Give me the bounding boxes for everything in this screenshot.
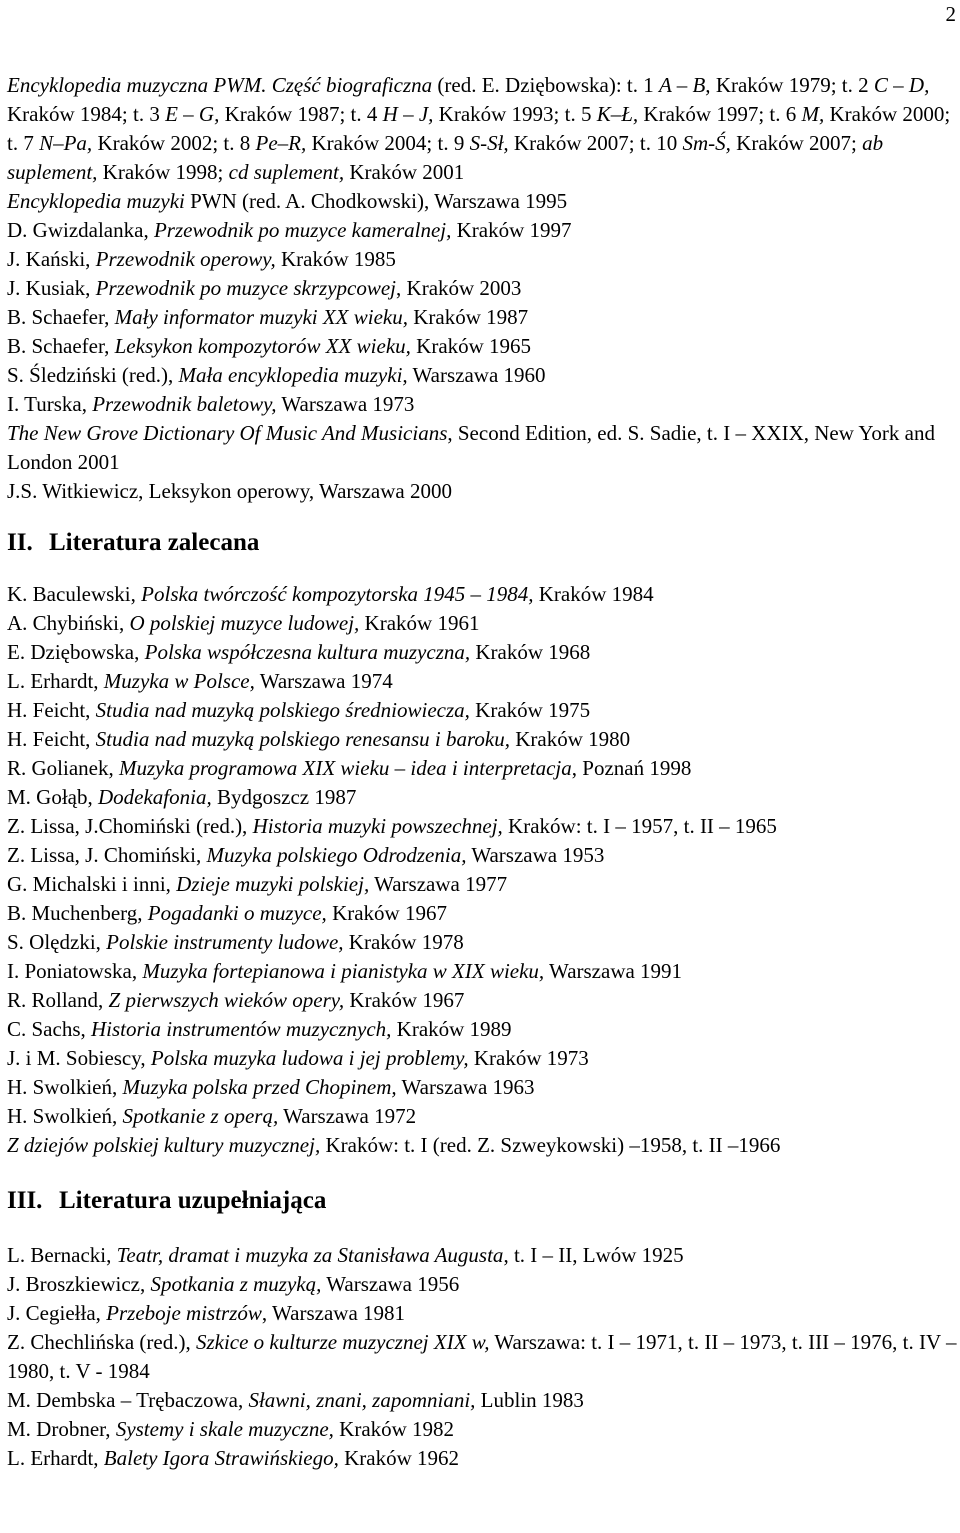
bibliography-entry [7,1102,957,1131]
entry-text: R. Golianek, [7,756,119,780]
entry-text: H. Feicht, [7,698,96,722]
entry-title: Muzyka fortepianowa i pianistyka w XIX wieku, [142,959,545,983]
entry-text: I. Poniatowska, [7,959,143,983]
entry-title: Encyklopedia muzyki [7,189,185,213]
entry-text: Warszawa 1953 [466,843,605,867]
bibliography-entry [7,419,957,477]
entry-text: , t. I – II, Lwów 1925 [503,1243,684,1267]
entry-text: L. Erhardt, [7,1446,104,1470]
entry-text: Kraków 1989 [391,1017,512,1041]
entry-text: Warszawa 1991 [544,959,683,983]
bibliography-entry [7,899,957,928]
entry-title: Przewodnik po muzyce skrzypcowej [95,276,397,300]
bibliography-entry [7,245,957,274]
entry-title: Sławni, znani, zapomniani, [248,1388,476,1412]
entry-text: Warszawa 1974 [254,669,393,693]
bibliography-entry [7,696,957,725]
entry-text: L. Erhardt, [7,669,104,693]
entry-text: L. Bernacki, [7,1243,117,1267]
entry-title: Polska twórczość kompozytorska 1945 – 1984, [141,582,534,606]
entry-title: Spotkania z muzyką, [150,1272,322,1296]
entry-text: Bydgoszcz 1987 [211,785,357,809]
entry-text: J. i M. Sobiescy, [7,1046,151,1070]
bibliography-entry [7,1444,957,1473]
section-1-list [7,71,957,506]
entry-title: Przeboje mistrzów [106,1301,262,1325]
section-2-list [7,580,957,1160]
entry-title: Teatr, dramat i muzyka za Stanisława Augusta [116,1243,504,1267]
entry-text: Kraków 1962 [338,1446,460,1470]
entry-title: Przewodnik po muzyce kameralnej, [153,218,452,242]
entry-text: J. Kański, [7,247,96,271]
entry-text: S. Śledziński (red.), [7,363,179,387]
entry-text: Kraków 1978 [343,930,464,954]
entry-title: Polskie instrumenty ludowe, [106,930,344,954]
bibliography-entry [7,187,957,216]
bibliography-entry [7,638,957,667]
entry-text: M. Gołąb, [7,785,98,809]
bibliography-entry [7,609,957,638]
section-heading-literatura-uzupelniajaca [7,1186,957,1216]
entry-text: Kraków 2000; t. 7 [7,102,951,155]
entry-text: Kraków 1979; t. 2 [710,73,874,97]
entry-text: Kraków 1984; t. 3 [7,102,166,126]
entry-title: S-Sł, [469,131,509,155]
entry-title: H – J, [382,102,434,126]
entry-text: Kraków 1980 [509,727,631,751]
section-3-list [7,1241,957,1473]
entry-title: Encyklopedia muzyczna PWM. Część biograficzna [7,73,433,97]
bibliography-entry [7,986,957,1015]
entry-text: Warszawa 1972 [278,1104,417,1128]
entry-text: J.S. Witkiewicz, Leksykon operowy, Warszawa 2000 [7,479,452,503]
bibliography-entry [7,580,957,609]
entry-text: PWN (red. A. Chodkowski), Warszawa 1995 [184,189,568,213]
entry-text: Warszawa 1956 [321,1272,460,1296]
entry-text: , Second Edition, ed. S. Sadie, t. I – XXIX, New York and London 2001 [7,421,935,474]
bibliography-entry [7,1386,957,1415]
entry-text: Kraków 1973 [468,1046,589,1070]
entry-text: , Kraków 2003 [396,276,522,300]
entry-title: Przewodnik operowy, [95,247,276,271]
entry-text: Kraków 1987; t. 4 [219,102,383,126]
entry-title: Muzyka programowa XIX wieku – idea i interpretacja [118,756,572,780]
entry-text: Kraków 1993; t. 5 [433,102,597,126]
entry-title: Z pierwszych wieków opery, [108,988,345,1012]
bibliography-entry [7,390,957,419]
section-heading-literatura-zalecana [7,528,957,558]
entry-text: Lublin 1983 [475,1388,584,1412]
entry-text: D. Gwizdalanka, [7,218,154,242]
bibliography-entry [7,725,957,754]
entry-text: Kraków 1968 [470,640,591,664]
entry-text: H. Swolkień, [7,1075,123,1099]
bibliography-entry [7,1015,957,1044]
entry-title: Muzyka polska przed Chopinem, [122,1075,397,1099]
entry-text: Z. Lissa, J. Chomiński, [7,843,207,867]
entry-text: J. Kusiak, [7,276,96,300]
entry-title: Leksykon kompozytorów XX wieku, [114,334,411,358]
entry-text: Kraków 1997 [451,218,572,242]
entry-title: Polska muzyka ludowa i jej problemy, [150,1046,469,1070]
bibliography-entry [7,477,957,506]
entry-title: O polskiej muzyce ludowej, [129,611,360,635]
entry-title: Systemy i skale muzyczne, [115,1417,334,1441]
entry-text: H. Swolkień, [7,1104,123,1128]
entry-text: Warszawa 1963 [396,1075,535,1099]
bibliography-entry [7,332,957,361]
entry-title: cd suplement, [228,160,345,184]
entry-title: N–Pa, [39,131,93,155]
entry-title: Pogadanki o muzyce, [147,901,327,925]
bibliography-entry [7,361,957,390]
entry-text: Warszawa 1973 [276,392,415,416]
entry-title: Balety Igora Strawińskiego, [103,1446,339,1470]
bibliography-entry [7,1131,957,1160]
section-number: II. [7,529,33,556]
bibliography-entry [7,870,957,899]
entry-text: B. Muchenberg, [7,901,148,925]
entry-text: (red. E. Dziębowska): t. 1 [432,73,660,97]
entry-title: Mała encyklopedia muzyki, [178,363,408,387]
bibliography-entry [7,812,957,841]
bibliography-entry [7,754,957,783]
entry-text: Z. Chechlińska (red.), [7,1330,196,1354]
bibliography-entry [7,1415,957,1444]
entry-title: Studia nad muzyką polskiego średniowiecza, [95,698,470,722]
entry-text: H. Feicht, [7,727,96,751]
bibliography-entry [7,841,957,870]
entry-text: M. Dembska – Trębaczowa, [7,1388,249,1412]
bibliography-entry [7,216,957,245]
bibliography-entry [7,1299,957,1328]
entry-title: Sm-Ś, [682,131,731,155]
entry-text: Kraków 1987 [408,305,529,329]
entry-title: Dodekafonia, [98,785,212,809]
entry-text: Kraków 2001 [344,160,465,184]
entry-text: Kraków 1998; [97,160,229,184]
bibliography-entry [7,1241,957,1270]
entry-title: The New Grove Dictionary Of Music And Musicians [7,421,448,445]
page-number: 2 [945,2,956,26]
entry-text: G. Michalski i inni, [7,872,177,896]
entry-title: K–Ł, [596,102,639,126]
entry-text: Kraków 1967 [326,901,447,925]
entry-text: I. Turska, [7,392,93,416]
entry-title: A – B, [659,73,711,97]
entry-text: M. Drobner, [7,1417,116,1441]
bibliography-entry [7,1328,957,1386]
entry-title: Pe–R, [255,131,307,155]
entry-text: , Poznań 1998 [571,756,692,780]
entry-text: A. Chybiński, [7,611,130,635]
entry-text: C. Sachs, [7,1017,91,1041]
entry-text: , Warszawa 1981 [261,1301,406,1325]
entry-title: C – D, [873,73,930,97]
bibliography-entry [7,1270,957,1299]
entry-text: Kraków 1984 [533,582,654,606]
bibliography-entry [7,1073,957,1102]
entry-text: K. Baculewski, [7,582,142,606]
entry-text: Kraków: t. I (red. Z. Szweykowski) –1958, t. II –1966 [320,1133,781,1157]
entry-text: Kraków 1975 [469,698,591,722]
entry-text: J. Cegiełła, [7,1301,107,1325]
entry-text: Warszawa 1960 [407,363,546,387]
entry-text: J. Broszkiewicz, [7,1272,151,1296]
entry-title: Studia nad muzyką polskiego renesansu i baroku, [95,727,510,751]
entry-title: Muzyka w Polsce, [103,669,255,693]
entry-text: Warszawa: t. I – 1971, t. II – 1973, t. III – 1976, t. IV – 1980, t. V - 1984 [7,1330,957,1383]
bibliography-entry [7,957,957,986]
entry-title: M, [801,102,825,126]
entry-title: E – G, [165,102,220,126]
entry-text: Warszawa 1977 [369,872,508,896]
document-body [7,71,957,1473]
entry-title: Dzieje muzyki polskiej, [176,872,370,896]
bibliography-entry [7,667,957,696]
entry-text: Kraków: t. I – 1957, t. II – 1965 [502,814,777,838]
entry-title: Historia muzyki powszechnej, [252,814,503,838]
entry-text: Kraków 2002; t. 8 [92,131,256,155]
entry-text: R. Rolland, [7,988,109,1012]
entry-title: Z dziejów polskiej kultury muzycznej, [7,1133,321,1157]
section-number: III. [7,1187,43,1214]
entry-text: E. Dziębowska, [7,640,145,664]
entry-title: Szkice o kulturze muzycznej XIX w, [195,1330,490,1354]
entry-title: Muzyka polskiego Odrodzenia, [206,843,467,867]
entry-text: S. Olędzki, [7,930,107,954]
entry-title: Historia instrumentów muzycznych, [91,1017,392,1041]
entry-text: Kraków 1997; t. 6 [638,102,802,126]
entry-title: Polska współczesna kultura muzyczna, [144,640,471,664]
entry-text: Kraków 2007; [730,131,863,155]
entry-title: Przewodnik baletowy, [92,392,277,416]
entry-text: B. Schaefer, [7,305,115,329]
entry-text: Kraków 1967 [344,988,465,1012]
entry-title: Mały informator muzyki XX wieku, [114,305,408,329]
bibliography-entry [7,928,957,957]
entry-text: Kraków 2007; t. 10 [508,131,683,155]
section-title: Literatura uzupełniająca [59,1187,327,1214]
section-title: Literatura zalecana [49,529,260,556]
entry-text: Kraków 1985 [275,247,396,271]
entry-text: Z. Lissa, J.Chomiński (red.), [7,814,253,838]
entry-title: Spotkanie z operą, [122,1104,279,1128]
bibliography-entry [7,783,957,812]
entry-text: Kraków 1982 [333,1417,455,1441]
entry-text: Kraków 2004; t. 9 [306,131,470,155]
entry-text: B. Schaefer, [7,334,115,358]
bibliography-entry [7,71,957,187]
entry-text: Kraków 1961 [359,611,480,635]
bibliography-entry [7,303,957,332]
entry-text: Kraków 1965 [410,334,532,358]
bibliography-entry [7,274,957,303]
entry-title: ab suplement, [7,131,884,184]
bibliography-entry [7,1044,957,1073]
